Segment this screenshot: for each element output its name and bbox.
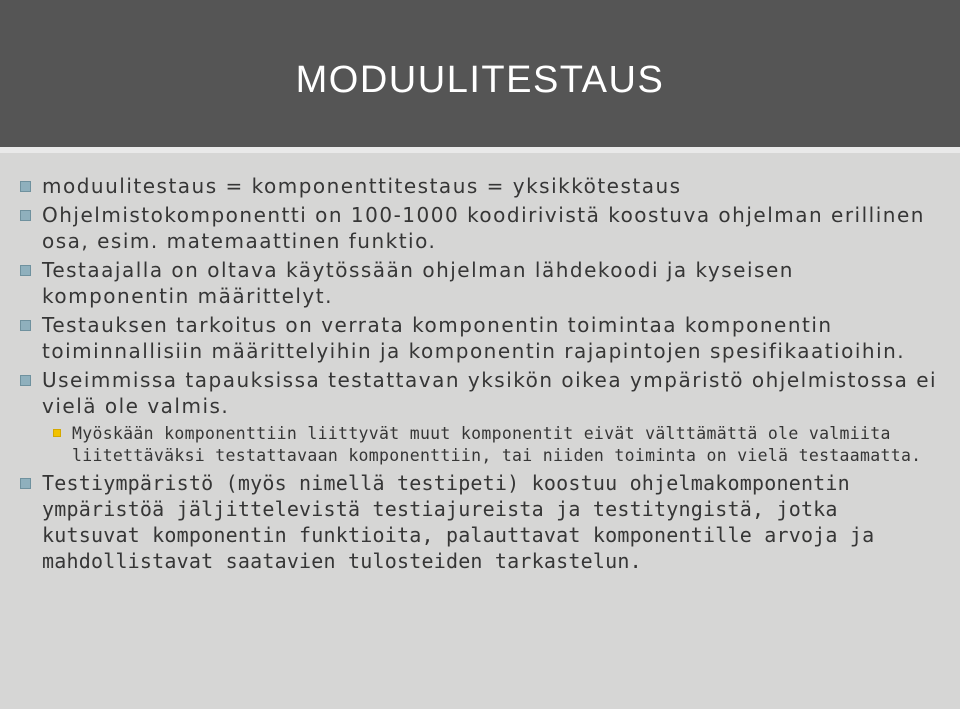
slide-content: [0, 160, 960, 709]
small-square-bullet-icon: [53, 429, 61, 437]
square-bullet-icon: [20, 181, 31, 192]
sub-bullet-item: [50, 423, 940, 467]
bullet-text: Testiympäristö (myös nimellä testipeti) koostuu ohjelmakomponentin ympäristöä jäljittelevistä testiajureista ja testityngistä, jotka kutsuvat komponentin funktioita, palauttavat komponentille arvoja ja mahdollistavat saatavien tulosteiden tarkastelun.: [42, 471, 875, 573]
bullet-item: [20, 202, 940, 254]
square-bullet-icon: [20, 265, 31, 276]
bullet-item: [20, 257, 940, 309]
bullet-item: [20, 312, 940, 364]
square-bullet-icon: [20, 210, 31, 221]
bullet-list: [0, 160, 960, 574]
bullet-text: Ohjelmistokomponentti on 100-1000 koodirivistä koostuva ohjelman erillinen osa, esim. matemaattinen funktio.: [42, 203, 925, 253]
bullet-text: Useimmissa tapauksissa testattavan yksikön oikea ympäristö ohjelmistossa ei vielä ole valmis.: [42, 368, 938, 418]
title-bar: [0, 0, 960, 153]
bullet-text: moduulitestaus = komponenttitestaus = yksikkötestaus: [42, 174, 682, 198]
square-bullet-icon: [20, 478, 31, 489]
square-bullet-icon: [20, 320, 31, 331]
bullet-item: [20, 367, 940, 467]
sub-bullet-list: [42, 423, 940, 467]
square-bullet-icon: [20, 375, 31, 386]
bullet-text: Testauksen tarkoitus on verrata komponentin toimintaa komponentin toiminnallisiin määrittelyihin ja komponentin rajapintojen spesifikaatioihin.: [42, 313, 906, 363]
slide-title: MODUULITESTAUS: [295, 59, 665, 101]
sub-bullet-text: Myöskään komponenttiin liittyvät muut komponentit eivät välttämättä ole valmiita liitettäväksi testattavaan komponenttiin, tai niiden toiminta on vielä testaamatta.: [72, 424, 922, 465]
bullet-item: [20, 173, 940, 199]
bullet-text: Testaajalla on oltava käytössään ohjelman lähdekoodi ja kyseisen komponentin määrittelyt.: [42, 258, 794, 308]
bullet-item: [20, 470, 940, 574]
